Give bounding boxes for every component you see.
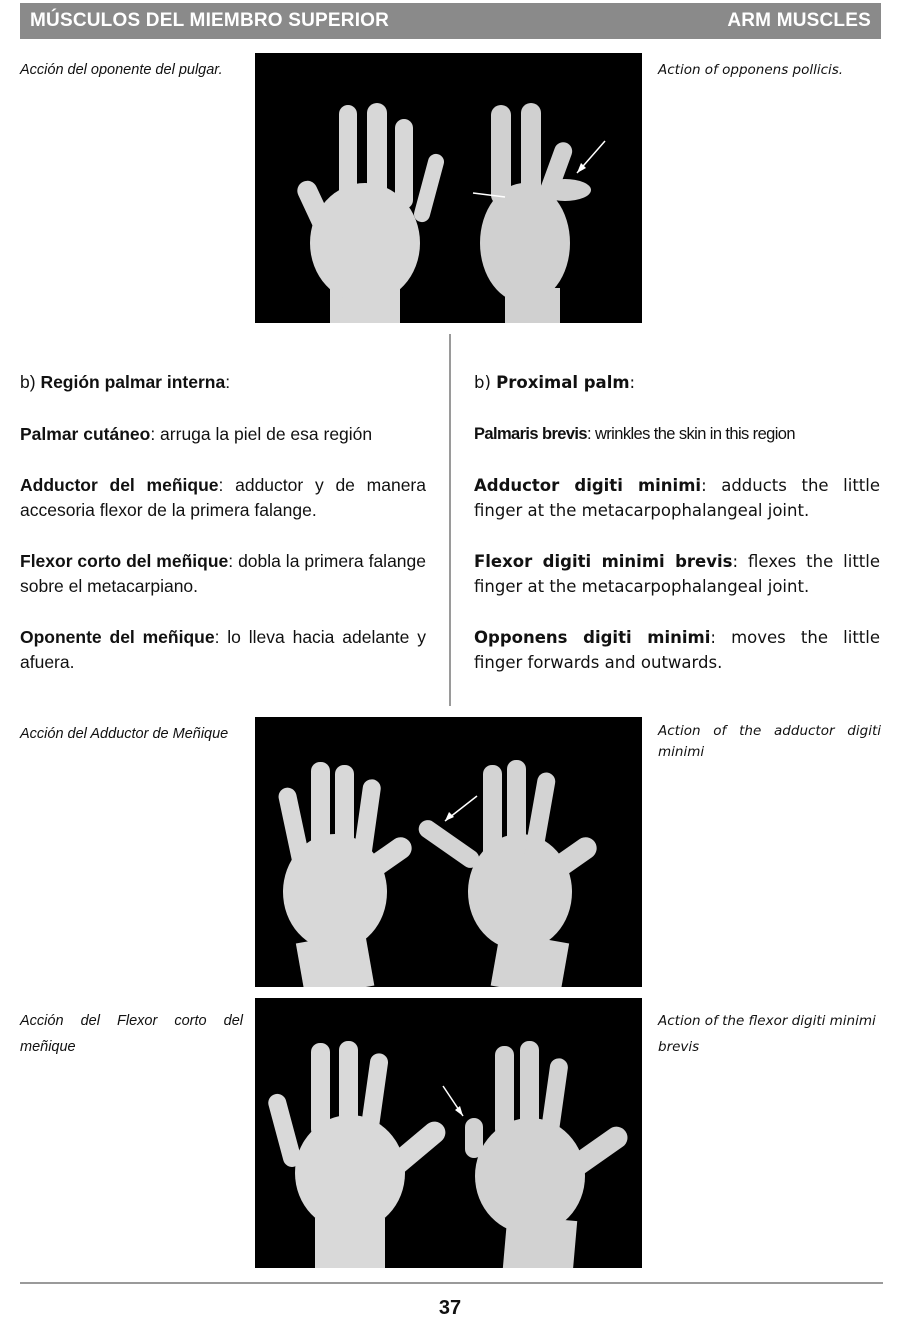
english-item-flexor-digiti-minimi-brevis: Flexor digiti minimi brevis: flexes the little finger at the metacarpophalangeal joint. <box>474 552 880 596</box>
figure-2-caption-english: Action of the adductor digiti minimi <box>658 723 881 760</box>
figure-1-caption-english: Action of opponens pollicis. <box>658 62 844 78</box>
header-title-english: ARM MUSCLES <box>727 10 871 31</box>
english-region-heading: b) Proximal palm: <box>474 373 636 392</box>
spanish-item-oponente-menique: Oponente del meñique: lo lleva hacia adelante y afuera. <box>20 627 426 672</box>
figure-1-photo-opponens-pollicis <box>255 53 642 323</box>
english-item-opponens-digiti-minimi: Opponens digiti minimi: moves the little finger forwards and outwards. <box>474 628 880 672</box>
figure-1-caption-spanish: Acción del oponente del pulgar. <box>20 62 223 78</box>
figure-3-caption-spanish: Acción del Flexor corto del meñique <box>20 1013 243 1055</box>
figure-3-photo-flexor-digiti-minimi-brevis <box>255 998 642 1268</box>
header-title-spanish: MÚSCULOS DEL MIEMBRO SUPERIOR <box>30 10 390 31</box>
figure-3-caption-english: Action of the flexor digiti minimi brevis <box>658 1013 876 1055</box>
figure-2-caption-spanish: Acción del Adductor de Meñique <box>20 726 229 742</box>
english-column <box>474 370 880 701</box>
spanish-item-flexor-corto-menique: Flexor corto del meñique: dobla la primera falange sobre el metacarpiano. <box>20 551 426 596</box>
page-number: 37 <box>438 1297 462 1319</box>
hands-photo-3 <box>255 998 642 1268</box>
spanish-item-palmar-cutaneo: Palmar cutáneo: arruga la piel de esa región <box>20 424 373 444</box>
english-item-palmaris-brevis: Palmaris brevis: wrinkles the skin in this region <box>474 425 795 443</box>
spanish-column <box>20 370 426 701</box>
column-divider <box>449 334 451 706</box>
footer-rule <box>20 1282 883 1284</box>
hands-photo-1 <box>255 53 642 323</box>
hands-photo-2 <box>255 717 642 987</box>
english-item-adductor-digiti-minimi: Adductor digiti minimi: adducts the little finger at the metacarpophalangeal joint. <box>474 476 880 520</box>
page-header <box>20 3 881 39</box>
spanish-item-adductor-menique: Adductor del meñique: adductor y de manera accesoria flexor de la primera falange. <box>20 475 426 520</box>
figure-2-photo-adductor-digiti-minimi <box>255 717 642 987</box>
spanish-region-heading: b) Región palmar interna: <box>20 372 231 392</box>
